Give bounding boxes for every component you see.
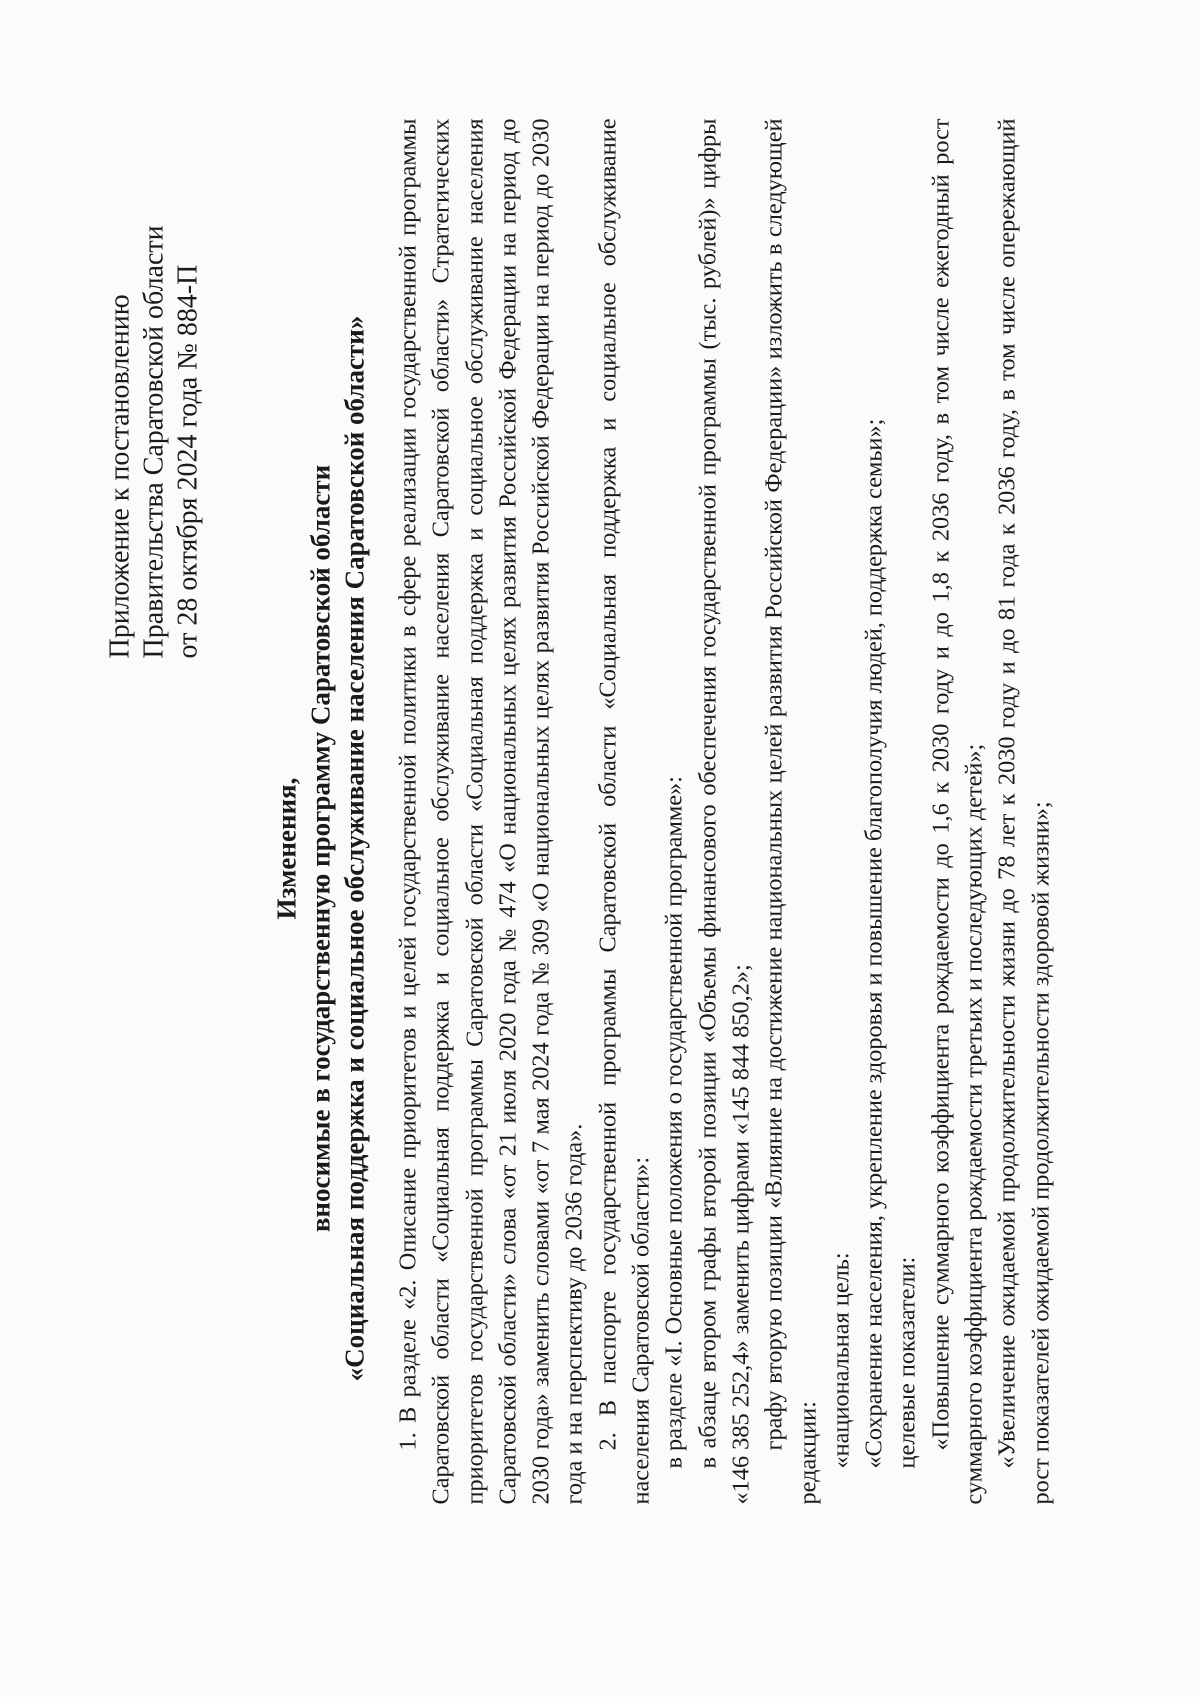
paragraph-5: графу вторую позиции «Влияние на достижение национальных целей развития Российской Федерации» изложить в следующей редакции: xyxy=(760,118,822,1505)
title-line-3: «Социальная поддержка и социальное обслуживание населения Саратовской области» xyxy=(339,315,370,1382)
paragraph-8: целевые показатели: xyxy=(893,1256,921,1469)
paragraph-4: в абзаце втором графы второй позиции «Объемы финансового обеспечения государственной программы (тыс. рублей)» цифры «146 385 252,4» заменить цифрами «145 844 850,2»; xyxy=(694,118,755,1505)
paragraph-9: «Повышение суммарного коэффициента рождаемости до 1,6 к 2030 году и до 1,8 к 2036 году, в том числе ежегодный рост суммарного коэффициента рождаемости третьих и последующих детей»; xyxy=(927,118,988,1505)
appendix-line-2: Правительства Саратовской области xyxy=(138,225,170,659)
paragraph-10: «Увеличение ожидаемой продолжительности жизни до 78 лет к 2030 году и до 81 года к 2036 году, в том числе опережающий рост показателей ожидаемой продолжительности здоровой жизни»; xyxy=(993,118,1055,1505)
document-title xyxy=(270,19,372,1679)
paragraph-1: 1. В разделе «2. Описание приоритетов и целей государственной политики в сфере реализации государственной программы Саратовской области «Социальная поддержка и социальное обслуживание населения Саратовской области» Стратегических приоритетов государственной программы Саратовской области «Социальная поддержка и социальное обслуживание населения Саратовской области» слова «от 21 июля 2020 года № 474 «О национальных целях развития Российской Федерации на период до 2030 года» заменить словами «от 7 мая 2024 года № 309 «О национальных целях развития Российской Федерации на период до 2030 года и на перспективу до 2036 года». xyxy=(394,118,588,1505)
rotated-document-page xyxy=(38,19,1163,1679)
document-body xyxy=(392,119,1058,1505)
appendix-header xyxy=(104,225,206,658)
paragraph-6: «национальная цель: xyxy=(827,1252,855,1469)
appendix-line-1: Приложение к постановлению xyxy=(104,294,136,659)
appendix-line-3: от 28 октября 2024 года № 884-П xyxy=(172,264,204,659)
title-line-1: Изменения, xyxy=(271,777,302,920)
paragraph-2: 2. В паспорте государственной программы Саратовской области «Социальная поддержка и социальное обслуживание населения Саратовской области»: xyxy=(594,118,655,1505)
paragraph-3: в разделе «I. Основные положения о государственной программе»: xyxy=(660,776,688,1469)
title-line-2: вносимые в государственную программу Саратовской области xyxy=(305,464,336,1233)
paragraph-7: «Сохранение населения, укрепление здоровья и повышение благополучия людей, поддержка семьи»; xyxy=(860,418,888,1469)
